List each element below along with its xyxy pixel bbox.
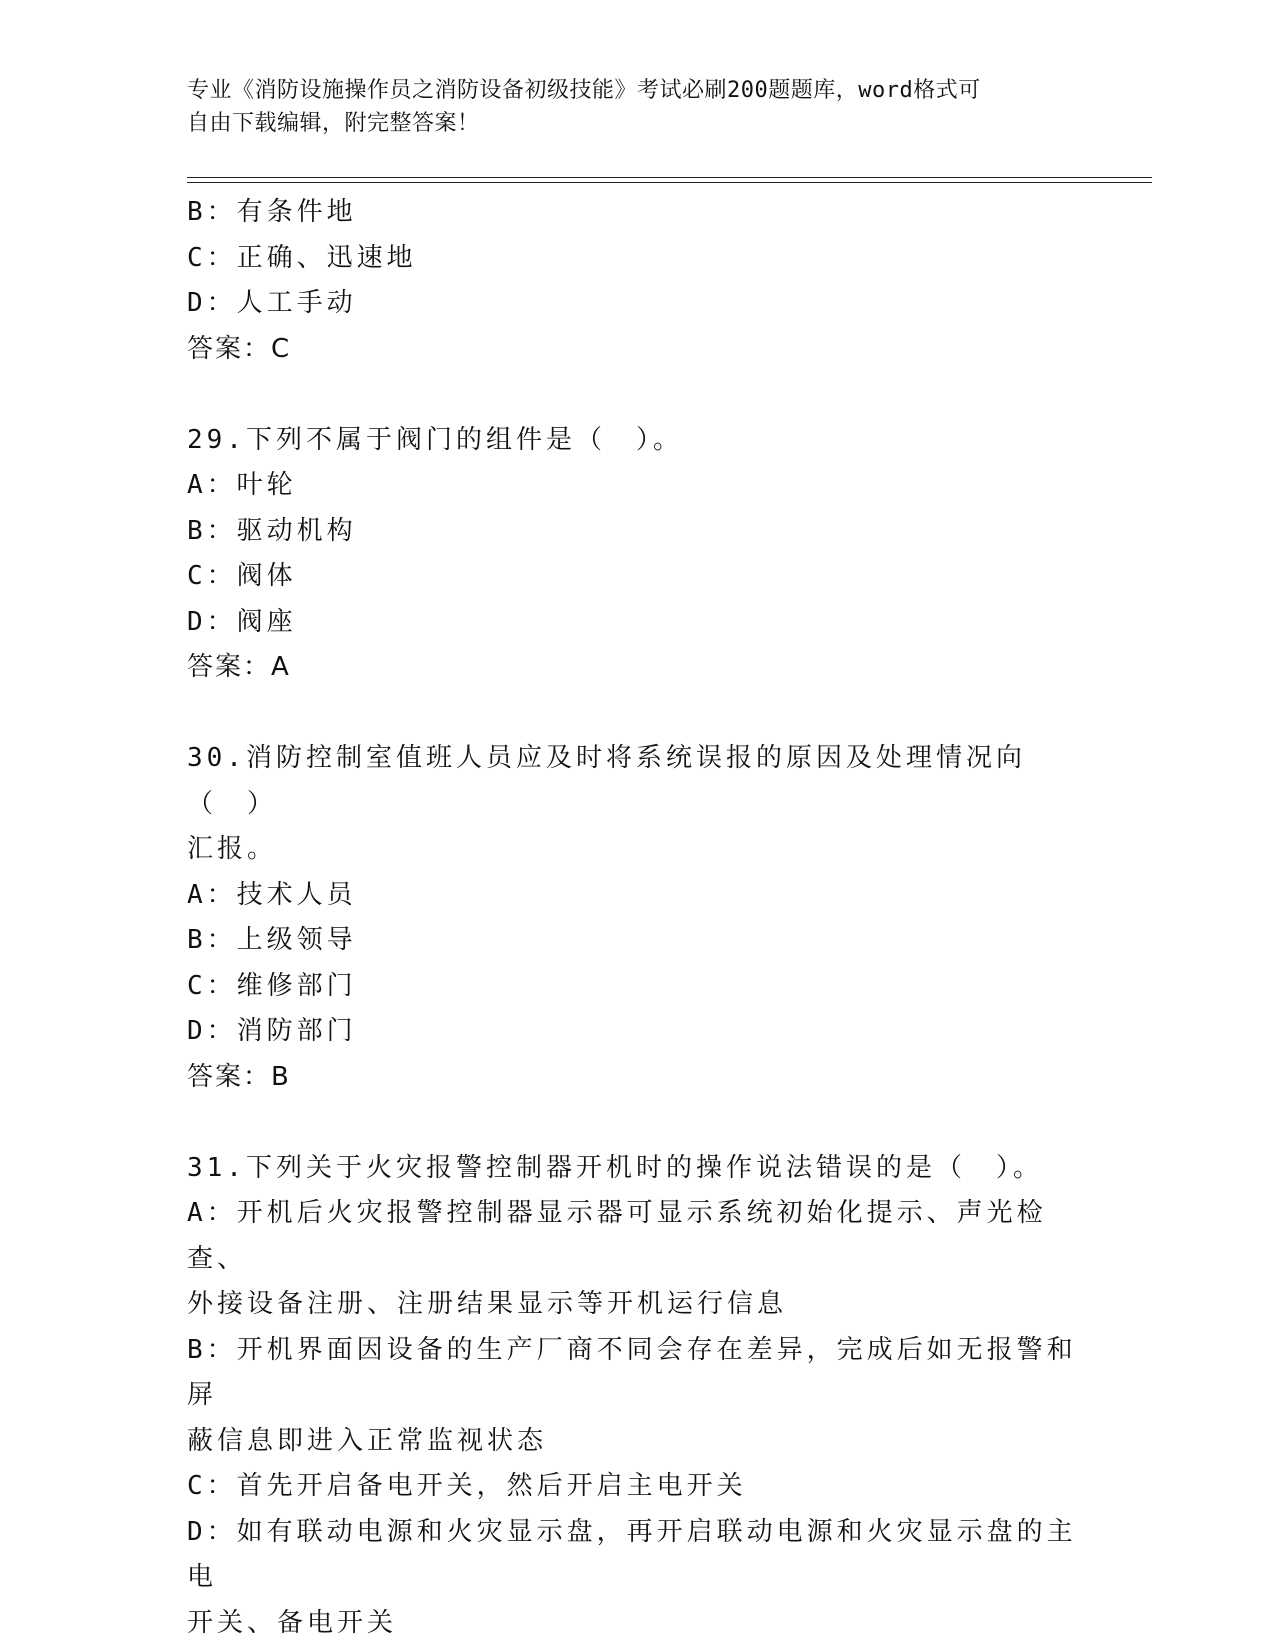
- answer: 答案：B: [187, 1061, 291, 1092]
- spacer: [187, 691, 1087, 737]
- document-header: [187, 74, 1087, 140]
- option-d-line-1: D：如有联动电源和火灾显示盘，再开启联动电源和火灾显示盘的主电: [187, 1516, 1077, 1592]
- option-b: B：有条件地: [187, 197, 357, 227]
- option-c: C：阀体: [187, 561, 297, 591]
- option-a-line-2: 外接设备注册、注册结果显示等开机运行信息: [187, 1289, 788, 1319]
- option-d: D：阀座: [187, 606, 297, 637]
- option-c: C：首先开启备电开关，然后开启主电开关: [187, 1471, 747, 1501]
- option-a: A：技术人员: [187, 879, 357, 910]
- question-stem: 29.下列不属于阀门的组件是（ ）。: [187, 424, 683, 455]
- question-stem-line-2: 汇报。: [187, 834, 278, 864]
- option-a: A：叶轮: [187, 470, 297, 500]
- header-title-line-2: 自由下载编辑，附完整答案！: [187, 111, 480, 136]
- spacer: [187, 1100, 1087, 1146]
- header-rule-bottom: [187, 182, 1152, 183]
- answer: 答案：A: [187, 652, 291, 682]
- option-a-line-1: A：开机后火灾报警控制器显示器可显示系统初始化提示、声光检查、: [187, 1198, 1047, 1274]
- option-b: B：上级领导: [187, 925, 357, 955]
- spacer: [187, 372, 1087, 418]
- header-rule-top: [187, 177, 1152, 178]
- question-30: [187, 736, 1087, 1100]
- option-b-line-1: B：开机界面因设备的生产厂商不同会存在差异，完成后如无报警和屏: [187, 1334, 1077, 1410]
- option-d: D：消防部门: [187, 1016, 357, 1046]
- header-title-line-1: 专业《消防设施操作员之消防设备初级技能》考试必刷200题题库，word格式可: [187, 78, 981, 103]
- previous-question-tail: [187, 190, 1087, 372]
- option-c: C：维修部门: [187, 970, 357, 1001]
- question-stem-line-1: 30.消防控制室值班人员应及时将系统误报的原因及处理情况向（ ）: [187, 743, 1026, 819]
- question-stem: 31.下列关于火灾报警控制器开机时的操作说法错误的是（ ）。: [187, 1152, 1043, 1183]
- question-31: [187, 1146, 1087, 1647]
- option-d: D：人工手动: [187, 288, 357, 318]
- question-content: [187, 190, 1087, 1646]
- answer: 答案：C: [187, 333, 292, 364]
- option-b: B：驱动机构: [187, 515, 357, 546]
- question-29: [187, 418, 1087, 691]
- option-b-line-2: 蔽信息即进入正常监视状态: [187, 1425, 548, 1456]
- option-d-line-2: 开关、备电开关: [187, 1607, 398, 1638]
- option-c: C：正确、迅速地: [187, 242, 417, 273]
